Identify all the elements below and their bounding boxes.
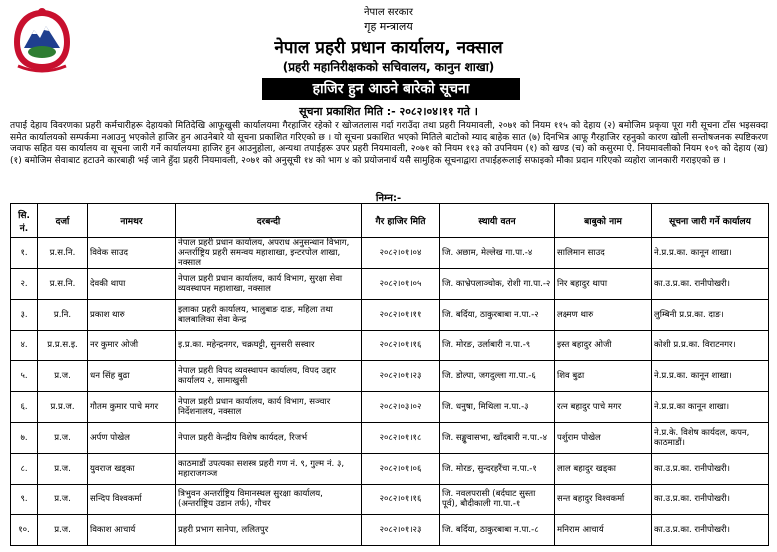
header-issuing-office: सूचना जारी गर्ने कार्यालय: [652, 204, 769, 238]
cell-absent-date: २०८२।०१।१६: [362, 484, 440, 515]
notice-title: हाजिर हुन आउने बारेको सूचना: [262, 78, 520, 100]
cell-name: प्रकाश थारु: [88, 299, 176, 330]
cell-rank: प्र.ज.: [38, 515, 88, 546]
cell-rank: प्र.ज.: [38, 422, 88, 453]
cell-rank: प्र.ज.: [38, 453, 88, 484]
cell-absent-date: २०८२।०१।०५: [362, 269, 440, 300]
cell-issuing-office: लुम्बिनी प्र.प्र.का. दाङ।: [652, 299, 769, 330]
table-row: [11, 453, 769, 484]
cell-rank: प्र.प्र.ज.: [38, 392, 88, 423]
cell-issuing-office: कोशी प्र.प्र.का. विराटनगर।: [652, 330, 769, 361]
cell-posting: नेपाल प्रहरी प्रधान कार्यालय, कार्य विभाग, सुरक्षा सेवा व्यवस्थापन महाशाखा, नक्साल: [176, 269, 362, 300]
cell-address: जि. मोरङ, सुन्दरहरैंचा न.पा.-१: [440, 453, 555, 484]
cell-serial: ४.: [11, 330, 38, 361]
cell-issuing-office: ने.प्र.प्र.का. कानून शाखा।: [652, 361, 769, 392]
cell-address: जि. डोल्पा, जगदुल्ला गा.पा.-६: [440, 361, 555, 392]
cell-issuing-office: ने.प्र.प्र.का कानून शाखा।: [652, 392, 769, 423]
cell-address: जि. बर्दिया, ठाकुरबाबा न.पा.-२: [440, 299, 555, 330]
cell-absent-date: २०८२।०१।०४: [362, 238, 440, 269]
cell-issuing-office: का.उ.प्र.का. रानीपोखरी।: [652, 269, 769, 300]
cell-posting: नेपाल प्रहरी विपद व्यवस्थापन कार्यालय, विपद उद्दार कार्यालय २, सामाखुसी: [176, 361, 362, 392]
cell-serial: ८.: [11, 453, 38, 484]
table-row: [11, 484, 769, 515]
cell-rank: प्र.नि.: [38, 299, 88, 330]
publish-date: सूचना प्रकाशित मिति :- २०८२।०४।११ गते ।: [299, 105, 478, 118]
cell-posting: नेपाल प्रहरी केन्द्रीय विशेष कार्यदल, रिजर्भ: [176, 422, 362, 453]
cell-issuing-office: ने.प्र.प्र.का. कानून शाखा।: [652, 238, 769, 269]
cell-rank: प्र.स.नि.: [38, 238, 88, 269]
table-row: [11, 422, 769, 453]
cell-name: विवेक साउद: [88, 238, 176, 269]
cell-absent-date: २०८२।०१।१६: [362, 330, 440, 361]
table-row: [11, 238, 769, 269]
cell-name: देवकी थापा: [88, 269, 176, 300]
cell-absent-date: २०८२।०१।१८: [362, 422, 440, 453]
cell-posting: नेपाल प्रहरी प्रधान कार्यालय, कार्य विभाग, सञ्चार निर्देशनालय, नक्साल: [176, 392, 362, 423]
cell-address: जि. सङ्खुवासभा, खाँदबारी न.पा.-४: [440, 422, 555, 453]
cell-issuing-office: का.उ.प्र.का. रानीपोखरी।: [652, 515, 769, 546]
cell-name: विकाश आचार्य: [88, 515, 176, 546]
header-name: नामथर: [88, 204, 176, 238]
cell-address: जि. नवलपरासी (बर्दघाट सुस्ता पूर्व), बौदीकाली गा.पा.-१: [440, 484, 555, 515]
table-row: [11, 299, 769, 330]
cell-name: युवराज खड्का: [88, 453, 176, 484]
cell-posting: त्रिभुवन अन्तर्राष्ट्रिय विमानस्थल सुरक्षा कार्यालय, (अन्तर्राष्ट्रिय उडान तर्फ), गौचर: [176, 484, 362, 515]
cell-absent-date: २०८२।०१।११: [362, 299, 440, 330]
header-serial: सि. नं.: [11, 204, 38, 238]
cell-issuing-office: का.उ.प्र.का. रानीपोखरी।: [652, 453, 769, 484]
header-posting: दरबन्दी: [176, 204, 362, 238]
cell-father-name: शिव बुढा: [555, 361, 652, 392]
cell-name: सन्दिप विश्वकर्मा: [88, 484, 176, 515]
cell-address: जि. अछाम, मेल्लेख गा.पा.-४: [440, 238, 555, 269]
cell-rank: प्र.स.नि.: [38, 269, 88, 300]
list-heading: निम्न:-: [375, 193, 402, 204]
cell-posting: नेपाल प्रहरी प्रधान कार्यालय, अपराध अनुसन्धान विभाग, अन्तर्राष्ट्रिय प्रहरी समन्वय महाशाखा, इन्टरपोल शाखा, नक्साल: [176, 238, 362, 269]
table-body: [11, 238, 769, 546]
cell-address: जि. बर्दिया, ठाकुरबाबा न.पा.-८: [440, 515, 555, 546]
cell-posting: इलाका प्रहरी कार्यालय, भालुबाङ दाङ, महिला तथा बालबालिका सेवा केन्द्र: [176, 299, 362, 330]
header-absent-date: गैर हाजिर मिति: [362, 204, 440, 238]
cell-father-name: निर बहादुर थापा: [555, 269, 652, 300]
cell-absent-date: २०८२।०१।२३: [362, 361, 440, 392]
cell-father-name: लक्ष्मण थारु: [555, 299, 652, 330]
ministry-name: गृह मन्त्रालय: [364, 20, 413, 33]
cell-father-name: सालिमान साउद: [555, 238, 652, 269]
cell-absent-date: २०८२।०१।०६: [362, 453, 440, 484]
cell-serial: २.: [11, 269, 38, 300]
cell-serial: ३.: [11, 299, 38, 330]
absentee-table: [10, 203, 769, 546]
header-address: स्थायी वतन: [440, 204, 555, 238]
table-row: [11, 392, 769, 423]
government-name: नेपाल सरकार: [364, 7, 413, 18]
cell-name: गौतम कुमार पाचे मगर: [88, 392, 176, 423]
table-row: [11, 330, 769, 361]
cell-posting: इ.प्र.का. महेन्द्रनगर, चक्रघट्टी, सुनसरी सस्वार: [176, 330, 362, 361]
notice-body-text: तपाई देहाय विवरणका प्रहरी कर्मचारीहरू देहायको मितिदेखि आफूखुसी कार्यालयमा गैरहाजिर रहेको र खोजतलास गर्दा गराउँदा तथा प्रहरी नियमावली, २०७१ को नियम ११५ को देहाय (२) बमोजिम प्रकृया पूरा गरी सूचना टाँस भइसक्दा समेत कार्यालयको सम्पर्कमा नआउनु भएकोले हाजिर हुन आउनेबारे यो सूचना प्रकाशित गरिएको छ । यो सूचना प्रकाशित भएको मितिले बाटोको म्याद बाहेक सात (७) दिनभित्र आफू गैरहाजिर रहनुको कारण खोली सन्तोषजनक स्पष्टिकरण जवाफ सहित यस कार्यालय वा सूचना जारी गर्ने कार्यालयमा हाजिर हुन आउनुहोला, अन्यथा तपाईहरू उपर प्रहरी नियमावली, २०७१ को नियम ११३ को उपनियम (१) को खण्ड (च) को कसुरमा ऐ. नियमावलीको नियम १०९ को देहाय (ख) (१) बमोजिम सेवाबाट हटाउने कारबाही भई जाने हुँदा प्रहरी नियमावली, २०७१ को अनुसूची १४ को भाग ४ को प्रयोजनार्थ यसै सामुहिक सूचनाद्वारा तपाईहरूलाई सफाइको मौका प्रदान गरिएको व्यहोरा जानकारी गराइएको छ ।: [10, 121, 768, 166]
office-subtitle: (प्रहरी महानिरीक्षकको सचिवालय, कानुन शाखा): [282, 60, 495, 74]
cell-father-name: लाल बहादुर खड्का: [555, 453, 652, 484]
cell-father-name: इस्त बहादुर ओजी: [555, 330, 652, 361]
cell-address: जि. काभ्रेपलाञ्चोक, रोशी गा.पा.-२: [440, 269, 555, 300]
cell-father-name: सन्त बहादुर विश्वकर्मा: [555, 484, 652, 515]
cell-rank: प्र.ज.: [38, 361, 88, 392]
table-row: [11, 269, 769, 300]
cell-father-name: रत्न बहादुर पाचे मगर: [555, 392, 652, 423]
cell-name: धन सिंह बुढा: [88, 361, 176, 392]
cell-rank: प्र.प्र.स.इ.: [38, 330, 88, 361]
cell-address: जि. मोरङ, उर्लाबारी न.पा.-९: [440, 330, 555, 361]
cell-serial: १.: [11, 238, 38, 269]
cell-rank: प्र.ज.: [38, 484, 88, 515]
cell-father-name: पर्शुराम पोखेल: [555, 422, 652, 453]
cell-serial: १०.: [11, 515, 38, 546]
cell-serial: ६.: [11, 392, 38, 423]
cell-absent-date: २०८२।०३।०२: [362, 392, 440, 423]
cell-address: जि. धनुषा, मिथिला न.पा.-३: [440, 392, 555, 423]
cell-name: अर्पण पोखेल: [88, 422, 176, 453]
cell-issuing-office: का.उ.प्र.का. रानीपोखरी।: [652, 484, 769, 515]
cell-serial: ५.: [11, 361, 38, 392]
office-name: नेपाल प्रहरी प्रधान कार्यालय, नक्साल: [274, 38, 503, 58]
header-father-name: बाबुको नाम: [555, 204, 652, 238]
table-row: [11, 361, 769, 392]
header-rank: दर्जा: [38, 204, 88, 238]
cell-posting: काठमाडौं उपत्यका सशस्त्र प्रहरी गण नं. ९, गुल्म नं. ३, महाराजगञ्ज: [176, 453, 362, 484]
cell-issuing-office: ने.प्र.के. विशेष कार्यदल, कपन, काठमाडौं।: [652, 422, 769, 453]
cell-posting: प्रहरी प्रभाग सानेपा, ललितपुर: [176, 515, 362, 546]
cell-name: नर कुमार ओजी: [88, 330, 176, 361]
cell-father-name: मनिराम आचार्य: [555, 515, 652, 546]
table-header-row: [11, 204, 769, 238]
cell-absent-date: २०८२।०१।२३: [362, 515, 440, 546]
cell-serial: ७.: [11, 422, 38, 453]
cell-serial: ९.: [11, 484, 38, 515]
table-row: [11, 515, 769, 546]
